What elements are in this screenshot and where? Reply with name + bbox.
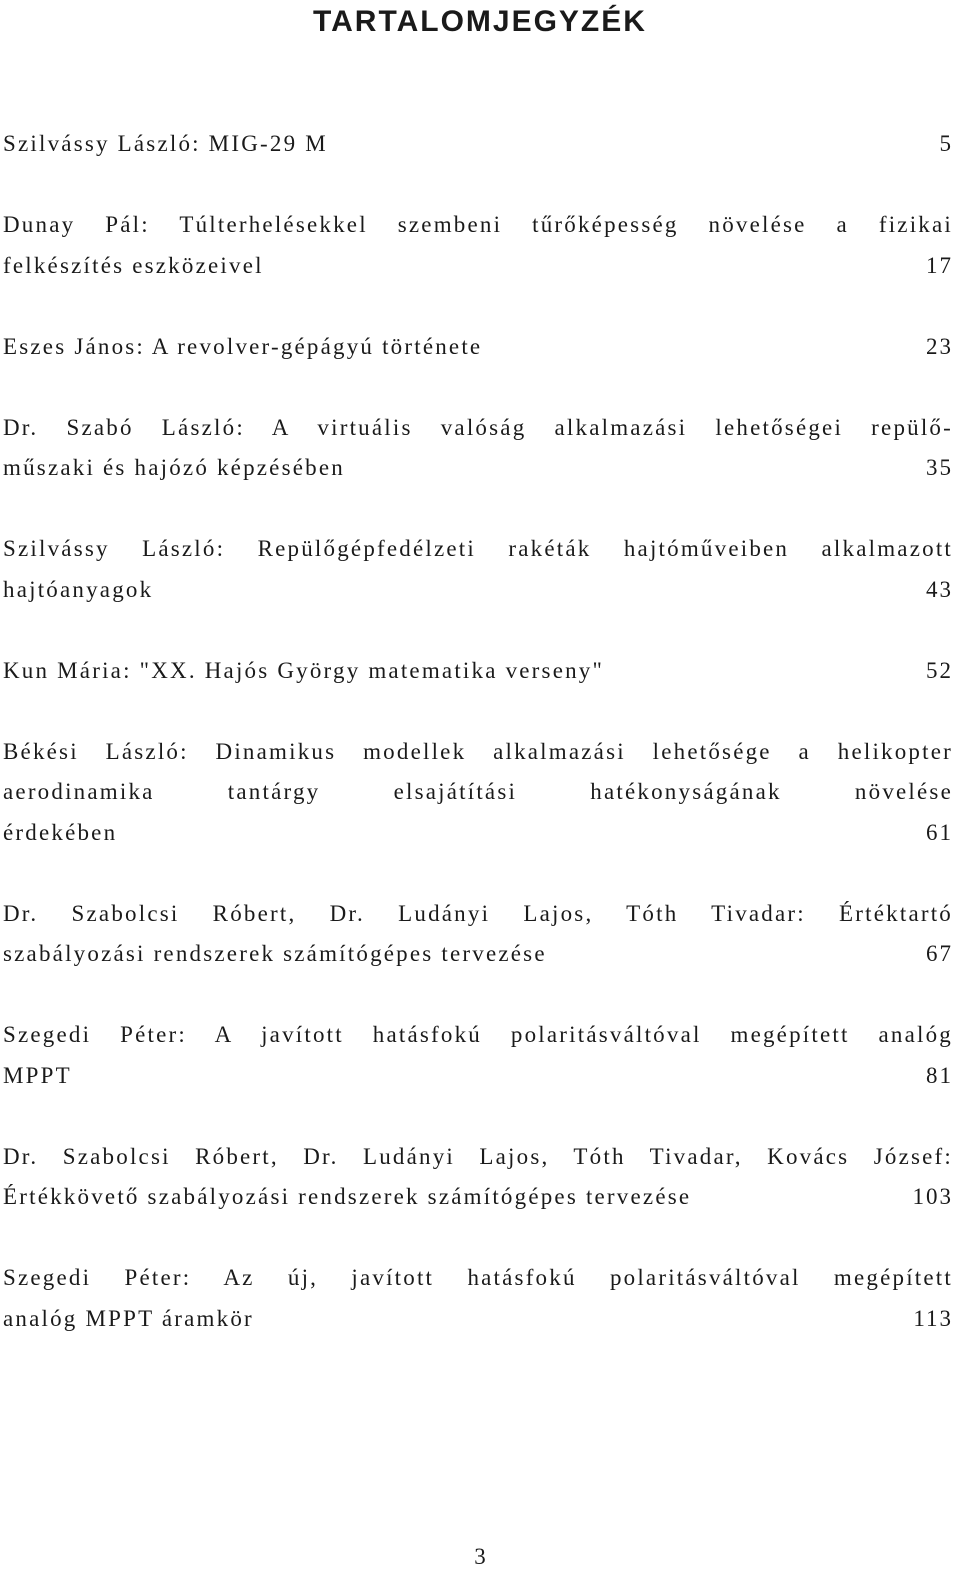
toc-entry-line: Dr. Szabó László: A virtuális valóság alkalmazási lehetőségei repülő- xyxy=(3,414,953,440)
toc-entry-page: 52 xyxy=(926,657,953,683)
toc-entry-page: 67 xyxy=(926,941,953,966)
toc-entry xyxy=(3,408,953,489)
toc-entry-last-line xyxy=(3,570,953,611)
page-number: 3 xyxy=(474,1544,486,1569)
toc-entry-line: Dr. Szabolcsi Róbert, Dr. Ludányi Lajos, Tóth Tivadar: Értéktartó xyxy=(3,900,953,926)
toc-entry xyxy=(3,1015,953,1096)
toc-entry-last-line xyxy=(3,1056,953,1097)
toc-entry xyxy=(3,124,953,165)
toc-entry-title: Kun Mária: "XX. Hajós György matematika verseny" xyxy=(3,657,605,683)
toc-entry xyxy=(3,529,953,610)
toc-entry-page: 113 xyxy=(913,1305,953,1331)
toc-entry-title: MPPT xyxy=(3,1062,72,1088)
toc-entry-page: 5 xyxy=(939,131,953,156)
toc-entry-last-line xyxy=(3,1177,953,1218)
toc-entry-title: Eszes János: A revolver-gépágyú története xyxy=(3,333,483,359)
toc-entry-last-line xyxy=(3,934,953,975)
toc-entry-title: műszaki és hajózó képzésében xyxy=(3,455,345,480)
toc-entry-page: 43 xyxy=(926,576,953,602)
toc-entry-title: felkészítés eszközeivel xyxy=(3,252,264,278)
toc-entry-page: 103 xyxy=(912,1184,953,1209)
toc-entry-title: érdekében xyxy=(3,819,118,845)
toc-entry xyxy=(3,894,953,975)
toc-entry-page: 81 xyxy=(926,1062,953,1088)
toc-entry-title: hajtóanyagok xyxy=(3,576,154,602)
toc-entry-page: 23 xyxy=(926,333,953,359)
toc-entry-last-line xyxy=(3,1299,953,1340)
toc-entry-last-line xyxy=(3,448,953,489)
toc-entry xyxy=(3,205,953,286)
toc-entry-last-line xyxy=(3,813,953,854)
toc-entry xyxy=(3,1137,953,1218)
toc-entry-page: 17 xyxy=(926,252,953,278)
toc-entry-title: analóg MPPT áramkör xyxy=(3,1305,254,1331)
toc-entry-line: Szegedi Péter: Az új, javított hatásfokú polaritásváltóval megépített xyxy=(3,1265,953,1290)
page-title: TARTALOMJEGYZÉK xyxy=(313,5,647,38)
toc-entry-line: aerodinamika tantárgy elsajátítási hatékonyságának növelése xyxy=(3,779,953,804)
toc-entry-line: Dunay Pál: Túlterhelésekkel szembeni tűrőképesség növelése a fizikai xyxy=(3,212,953,237)
toc-entry-title: Szilvássy László: MIG-29 M xyxy=(3,131,328,156)
toc-entry-last-line xyxy=(3,124,953,165)
toc-entry-line: Szegedi Péter: A javított hatásfokú polaritásváltóval megépített analóg xyxy=(3,1022,953,1047)
toc-entry-last-line xyxy=(3,246,953,287)
toc-entry-page: 61 xyxy=(926,819,953,845)
toc-entry-last-line xyxy=(3,651,953,692)
toc-entry-title: Értékkövető szabályozási rendszerek számítógépes tervezése xyxy=(3,1184,692,1209)
toc-entry-title: szabályozási rendszerek számítógépes tervezése xyxy=(3,941,547,966)
toc-entry xyxy=(3,651,953,692)
toc-entry xyxy=(3,327,953,368)
toc-entry-line: Békési László: Dinamikus modellek alkalmazási lehetősége a helikopter xyxy=(3,738,953,764)
table-of-contents xyxy=(3,124,953,1380)
toc-entry xyxy=(3,1258,953,1339)
toc-entry xyxy=(3,732,953,854)
toc-entry-line: Dr. Szabolcsi Róbert, Dr. Ludányi Lajos, Tóth Tivadar, Kovács József: xyxy=(3,1143,953,1169)
toc-entry-last-line xyxy=(3,327,953,368)
toc-entry-page: 35 xyxy=(926,455,953,480)
toc-entry-line: Szilvássy László: Repülőgépfedélzeti rakéták hajtóműveiben alkalmazott xyxy=(3,536,953,561)
